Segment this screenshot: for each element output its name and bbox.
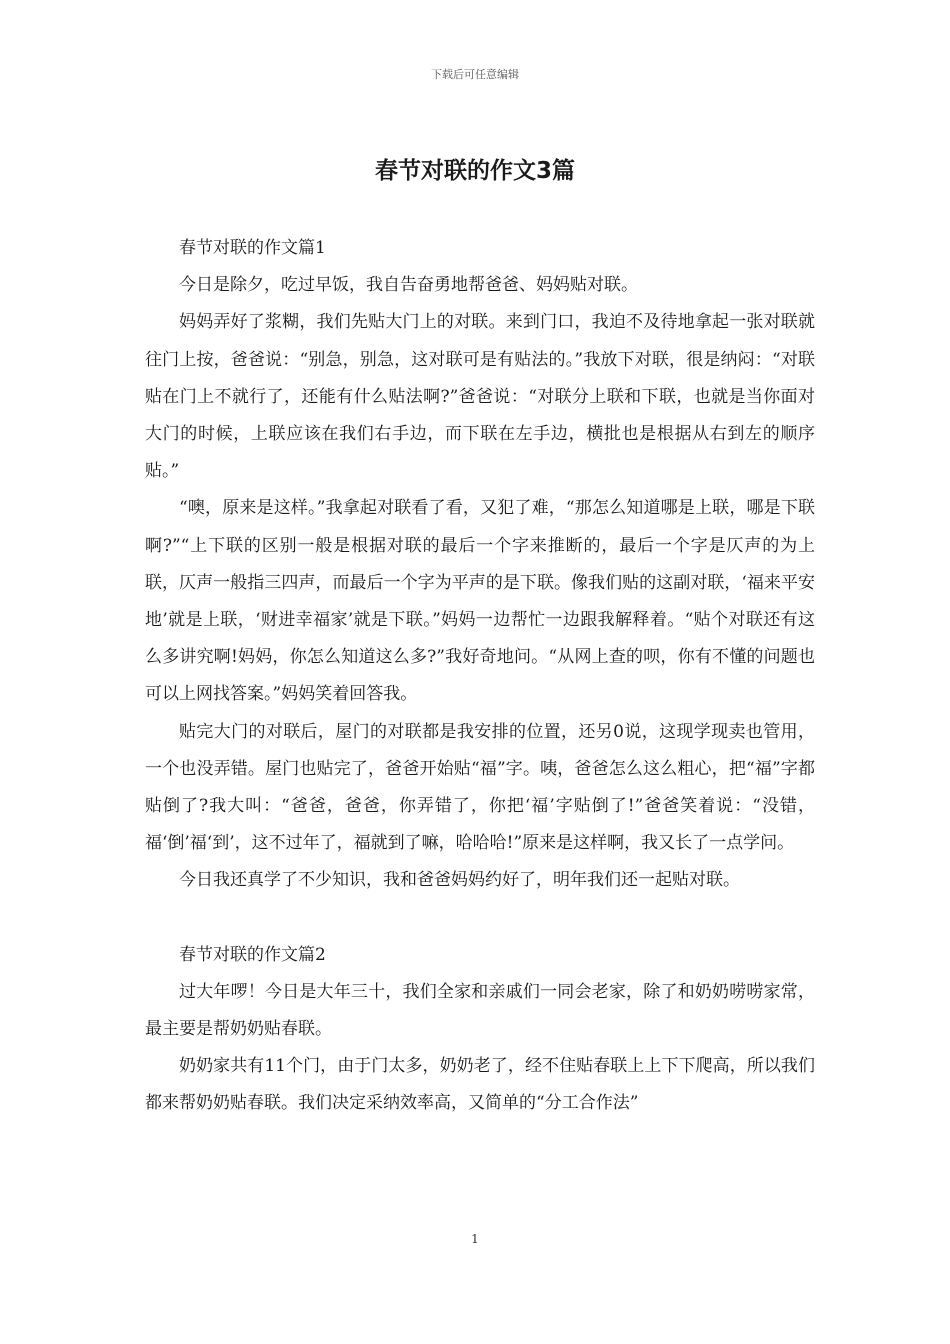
paragraph: 过大年啰！今日是大年三十，我们全家和亲戚们一同会老家，除了和奶奶唠唠家常，最主要是帮奶奶贴春联。 bbox=[145, 981, 815, 1040]
paragraph: 妈妈弄好了浆糊，我们先贴大门上的对联。来到门口，我迫不及待地拿起一张对联就往门上按，爸爸说：“别急，别急，这对联可是有贴法的。”我放下对联，很是纳闷：“对联贴在门上不就行了，还能有什么贴法啊?”爸爸说：“对联分上联和下联，也就是当你面对大门的时候，上联应该在我们右手边，而下联在左手边，横批也是根据从右到左的顺序贴。” bbox=[145, 312, 815, 482]
paragraph: 今日是除夕，吃过早饭，我自告奋勇地帮爸爸、妈妈贴对联。 bbox=[179, 275, 638, 296]
page-number: 1 bbox=[471, 1232, 479, 1246]
paragraph: 贴完大门的对联后，屋门的对联都是我安排的位置，还另0说，这现学现卖也管用，一个也没弄错。屋门也贴完了，爸爸开始贴“福”字。咦，爸爸怎么这么粗心，把“福”字都贴倒了?我大叫：“爸爸，爸爸，你弄错了，你把‘福’字贴倒了!”爸爸笑着说：“没错，福‘倒’福‘到’，这不过年了，福就到了嘛，哈哈哈!”原来是这样啊，我又长了一点学问。 bbox=[145, 721, 815, 854]
section-heading: 春节对联的作文篇2 bbox=[179, 944, 326, 965]
document-title: 春节对联的作文3篇 bbox=[374, 158, 575, 184]
section-spacer bbox=[145, 900, 815, 937]
paragraph: “噢，原来是这样。”我拿起对联看了看，又犯了难，“那怎么知道哪是上联，哪是下联啊?”“上下联的区别一般是根据对联的最后一个字来推断的，最后一个字是仄声的为上联，仄声一般指三四声，而最后一个字为平声的是下联。像我们贴的这副对联，‘福来平安地’就是上联，‘财进幸福家’就是下联。”妈妈一边帮忙一边跟我解释着。“贴个对联还有这么多讲究啊!妈妈，你怎么知道这么多?”我好奇地问。“从网上查的呗，你有不懂的问题也可以上网找答案。”妈妈笑着回答我。 bbox=[145, 498, 815, 705]
page-header-note: 下载后可任意编辑 bbox=[431, 68, 519, 81]
document-body bbox=[145, 230, 815, 1123]
section-heading: 春节对联的作文篇1 bbox=[179, 238, 326, 258]
paragraph: 今日我还真学了不少知识，我和爸爸妈妈约好了，明年我们还一起贴对联。 bbox=[179, 870, 740, 891]
paragraph: 奶奶家共有11个门，由于门太多，奶奶老了，经不住贴春联上上下下爬高，所以我们都来帮奶奶贴春联。我们决定采纳效率高，又简单的“分工合作法” bbox=[145, 1056, 815, 1114]
